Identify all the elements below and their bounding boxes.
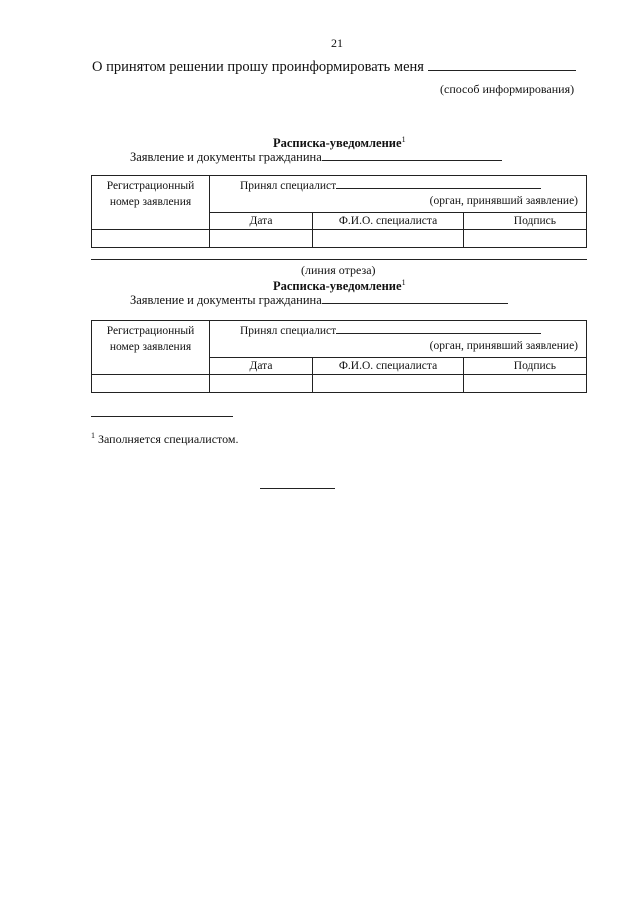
inform-request: [92, 58, 576, 76]
footnote: [91, 431, 238, 447]
table-row: [92, 375, 587, 393]
footnote-mark: 1: [401, 135, 406, 144]
applicant-blank: [322, 293, 508, 304]
col-date: Дата: [210, 213, 313, 230]
reg-number-label: Регистрационный номер заявления: [92, 321, 210, 375]
footnote-separator: [91, 416, 233, 417]
receipt-title-text: Расписка-уведомление: [273, 136, 402, 151]
col-signature: Подпись: [464, 358, 587, 375]
footnote-text: Заполняется специалистом.: [98, 432, 239, 446]
applicant-label: Заявление и документы гражданина: [130, 293, 322, 307]
date-field[interactable]: [210, 230, 313, 248]
receipt-title-text: Расписка-уведомление: [273, 279, 402, 294]
cut-line-caption: (линия отреза): [301, 263, 376, 277]
receipt-title: [273, 135, 406, 151]
col-name: Ф.И.О. специалиста: [313, 358, 464, 375]
col-name: Ф.И.О. специалиста: [313, 213, 464, 230]
org-caption: (орган, принявший заявление): [429, 340, 578, 352]
applicant-label: Заявление и документы гражданина: [130, 150, 322, 164]
signature-field[interactable]: [464, 375, 587, 393]
date-field[interactable]: [210, 375, 313, 393]
reg-number-field[interactable]: [92, 375, 210, 393]
inform-request-text: О принятом решении прошу проинформировать меня: [92, 59, 424, 75]
page-number: 21: [331, 36, 343, 50]
inform-method-caption: (способ информирования): [440, 82, 575, 96]
reg-number-field[interactable]: [92, 230, 210, 248]
name-field[interactable]: [313, 230, 464, 248]
end-rule: [260, 488, 335, 489]
table-row: [92, 230, 587, 248]
applicant-line: [130, 293, 508, 308]
applicant-line: [130, 150, 502, 165]
applicant-blank: [322, 150, 502, 161]
col-signature: Подпись: [464, 213, 587, 230]
specialist-label: Принял специалист: [240, 178, 541, 192]
inform-method-blank: [428, 58, 576, 71]
receipt-table: [91, 175, 587, 248]
specialist-cell: [210, 176, 587, 213]
footnote-mark: 1: [401, 278, 406, 287]
reg-number-label: Регистрационный номер заявления: [92, 176, 210, 230]
cut-line: [91, 259, 587, 260]
specialist-label: Принял специалист: [240, 323, 541, 337]
signature-field[interactable]: [464, 230, 587, 248]
footnote-mark: 1: [91, 431, 95, 440]
org-caption: (орган, принявший заявление): [429, 195, 578, 207]
receipt-title: [273, 278, 406, 294]
name-field[interactable]: [313, 375, 464, 393]
col-date: Дата: [210, 358, 313, 375]
receipt-table: [91, 320, 587, 393]
specialist-cell: [210, 321, 587, 358]
